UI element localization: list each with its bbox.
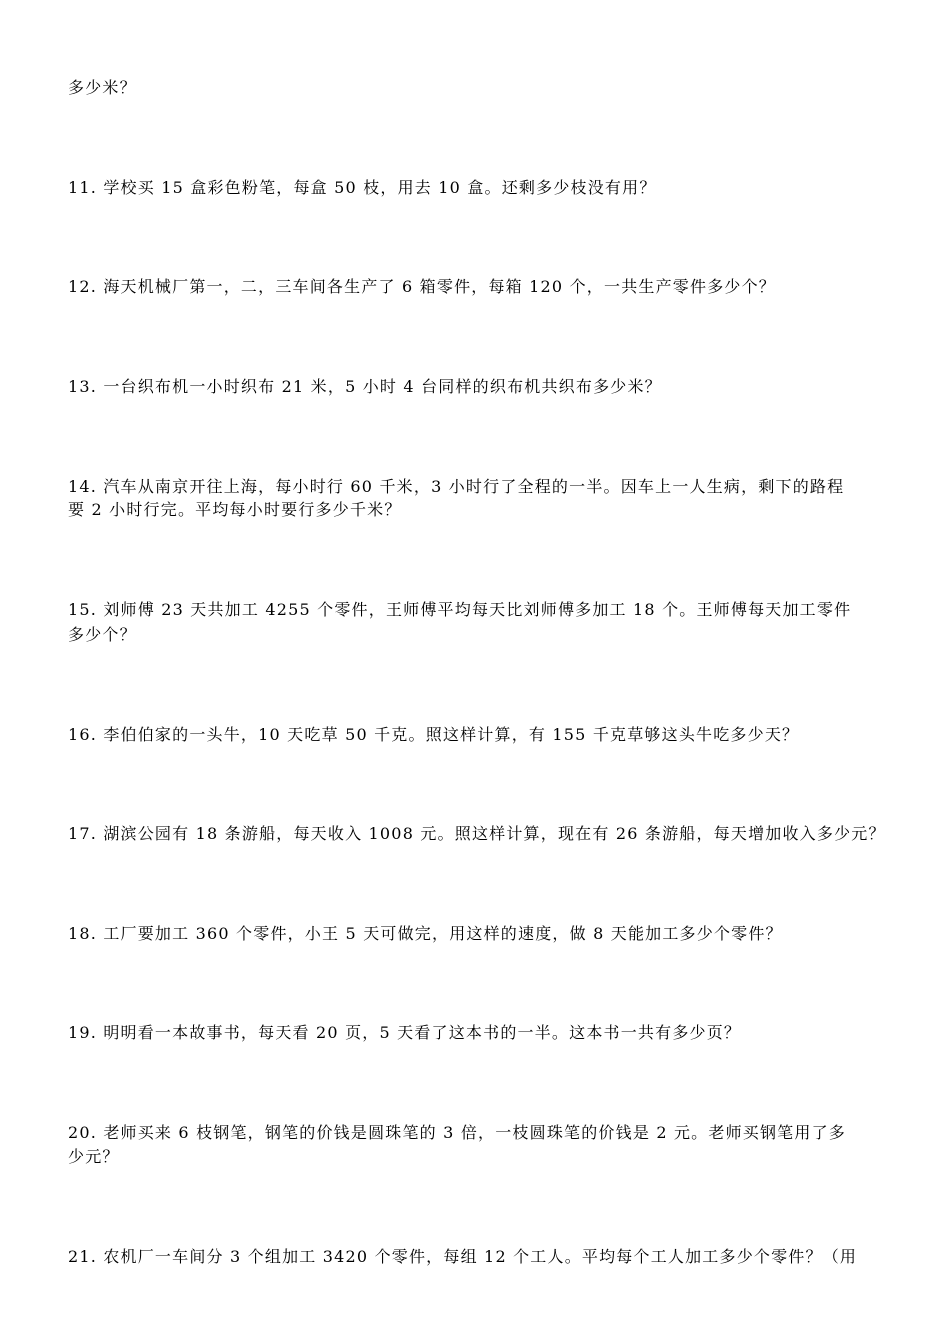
problem-21-line-1: 21. 农机厂一车间分 3 个组加工 3420 个零件，每组 12 个工人。平均每个工人加工多少个零件？（用 [68, 1247, 858, 1266]
problem-10-line-2: 多少米？ [68, 78, 137, 97]
problem-19-line-1: 19. 明明看一本故事书，每天看 20 页，5 天看了这本书的一半。这本书一共有多少页？ [68, 1023, 742, 1042]
problem-17-line-1: 17. 湖滨公园有 18 条游船，每天收入 1008 元。照这样计算，现在有 26 条游船，每天增加收入多少元？ [68, 824, 886, 843]
problem-15-line-1: 15. 刘师傅 23 天共加工 4255 个零件，王师傅平均每天比刘师傅多加工 18 个。王师傅每天加工零件 [68, 600, 852, 619]
problem-18-line-1: 18. 工厂要加工 360 个零件，小王 5 天可做完，用这样的速度，做 8 天能加工多少个零件？ [68, 924, 783, 943]
problem-11-line-1: 11. 学校买 15 盒彩色粉笔，每盒 50 枝，用去 10 盒。还剩多少枝没有用？ [68, 178, 657, 197]
problem-12-line-1: 12. 海天机械厂第一，二，三车间各生产了 6 箱零件，每箱 120 个，一共生产零件多少个？ [68, 277, 776, 296]
problem-13-line-1: 13. 一台织布机一小时织布 21 米，5 小时 4 台同样的织布机共织布多少米？ [68, 377, 662, 396]
problem-20-line-2: 少元？ [68, 1147, 120, 1166]
problem-14-line-2: 要 2 小时行完。平均每小时要行多少千米？ [68, 500, 402, 519]
problem-15-line-2: 多少个？ [68, 625, 137, 644]
problem-16-line-1: 16. 李伯伯家的一头牛，10 天吃草 50 千克。照这样计算，有 155 千克草够这头牛吃多少天？ [68, 725, 800, 744]
problem-20-line-1: 20. 老师买来 6 枝钢笔，钢笔的价钱是圆珠笔的 3 倍，一枝圆珠笔的价钱是 2 元。老师买钢笔用了多 [68, 1123, 846, 1142]
problem-14-line-1: 14. 汽车从南京开往上海，每小时行 60 千米，3 小时行了全程的一半。因车上一人生病，剩下的路程 [68, 477, 845, 496]
